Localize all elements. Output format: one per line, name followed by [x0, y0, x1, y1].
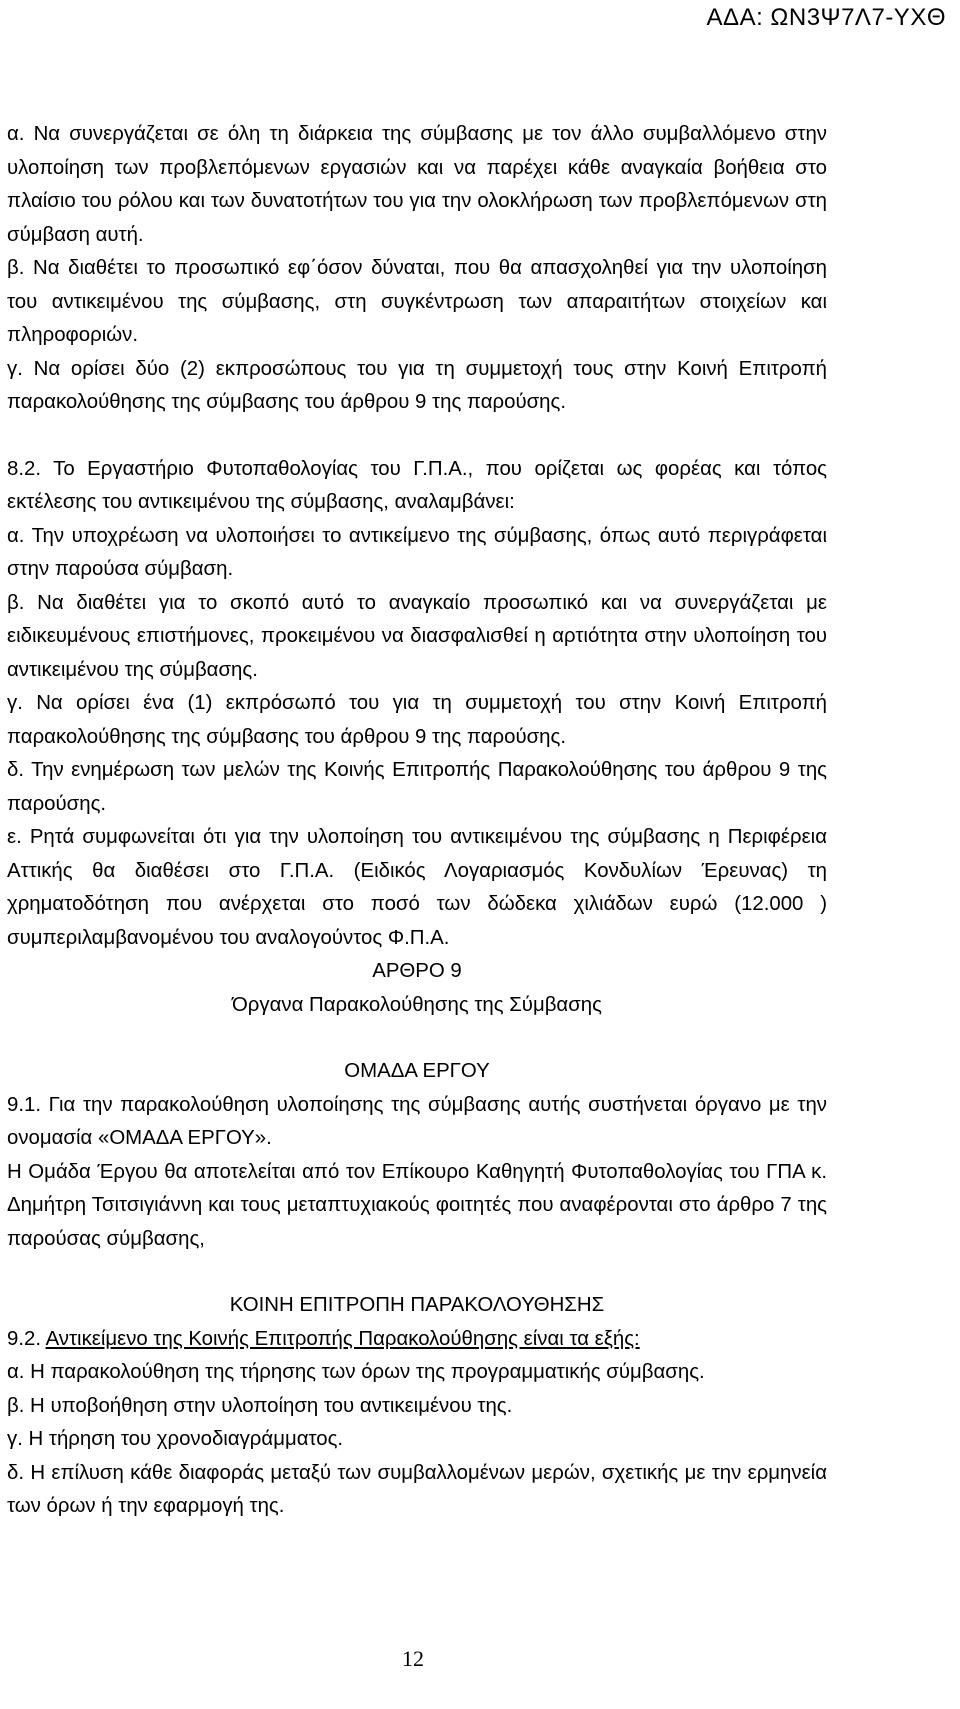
- committee-item-a: α. Η παρακολούθηση της τήρησης των όρων της προγραμματικής σύμβασης.: [7, 1361, 705, 1383]
- committee-item-b: β. Η υποβοήθηση στην υλοποίηση του αντικειμένου της.: [7, 1394, 513, 1417]
- committee-heading: ΚΟΙΝΗ ΕΠΙΤΡΟΠΗ ΠΑΡΑΚΟΛΟΥΘΗΣΗΣ: [229, 1294, 605, 1316]
- ada-code: ΑΔΑ: ΩΝ3Ψ7Λ7-ΥΧΘ: [706, 4, 946, 31]
- article-heading: ΑΡΘΡΟ 9: [372, 960, 462, 982]
- spacer: [7, 1256, 827, 1289]
- document-body: [7, 118, 827, 1524]
- paragraph-9-1: 9.1. Για την παρακολούθηση υλοποίησης της σύμβασης αυτής συστήνεται όργανο με την ονομασία «ΟΜΑΔΑ ΕΡΓΟΥ».: [7, 1093, 827, 1149]
- paragraph-8-2-d: δ. Την ενημέρωση των μελών της Κοινής Επιτροπής Παρακολούθησης του άρθρου 9 της παρούσης.: [7, 759, 827, 815]
- paragraph-8-2-b: β. Να διαθέτει για το σκοπό αυτό το αναγκαίο προσωπικό και να συνεργάζεται με ειδικευμένους επιστήμονες, προκειμένου να διασφαλισθεί η αρτιότητα στην υλοποίηση του αντικειμένου της σύμβασης.: [7, 591, 827, 681]
- page-number: 12: [402, 1646, 424, 1671]
- committee-item-d: δ. Η επίλυση κάθε διαφοράς μεταξύ των συμβαλλομένων μερών, σχετικής με την ερμηνεία των όρων ή την εφαρμογή της.: [7, 1461, 827, 1517]
- paragraph-8-2-c: γ. Να ορίσει ένα (1) εκπρόσωπό του για τη συμμετοχή του στην Κοινή Επιτροπή παρακολούθησης της σύμβασης του άρθρου 9 της παρούσης.: [7, 692, 827, 748]
- paragraph-9-2: [7, 1323, 827, 1357]
- paragraph-8-2-e: ε. Ρητά συμφωνείται ότι για την υλοποίηση του αντικειμένου της σύμβασης η Περιφέρεια Αττικής θα διαθέσει στο Γ.Π.Α. (Ειδικός Λογαριασμός Κονδυλίων Έρευνας) τη χρηματοδότηση που ανέρχεται στο ποσό των δώδεκα χιλιάδων ευρώ (12.000 ) συμπεριλαμβανομένου του αναλογούντος Φ.Π.Α.: [7, 826, 827, 949]
- project-team-heading: ΟΜΑΔΑ ΕΡΓΟΥ: [344, 1060, 490, 1082]
- paragraph-8-1-a: α. Να συνεργάζεται σε όλη τη διάρκεια της σύμβασης με τον άλλο συμβαλλόμενο στην υλοποίηση των προβλεπόμενων εργασιών και να παρέχει κάθε αναγκαία βοήθεια στο πλαίσιο του ρόλου και των δυνατοτήτων του για την ολοκλήρωση των προβλεπόμενων στη σύμβαση αυτή.: [7, 123, 827, 246]
- paragraph-team-composition: Η Ομάδα Έργου θα αποτελείται από τον Επίκουρο Καθηγητή Φυτοπαθολογίας του ΓΠΑ κ. Δημήτρη Τσιτσιγιάννη και τους μεταπτυχιακούς φοιτητές που αναφέρονται στο άρθρο 7 της παρούσας σύμβασης,: [7, 1160, 827, 1250]
- spacer: [7, 420, 827, 453]
- paragraph-8-1-b: β. Να διαθέτει το προσωπικό εφ΄όσον δύναται, που θα απασχοληθεί για την υλοποίηση του αντικειμένου της σύμβασης, στη συγκέντρωση των απαραιτήτων στοιχείων και πληροφοριών.: [7, 257, 827, 346]
- paragraph-8-2: 8.2. Το Εργαστήριο Φυτοπαθολογίας του Γ.Π.Α., που ορίζεται ως φορέας και τόπος εκτέλεσης του αντικειμένου της σύμβασης, αναλαμβάνει:: [7, 457, 827, 513]
- article-subheading: Όργανα Παρακολούθησης της Σύμβασης: [232, 993, 602, 1016]
- paragraph-9-2-number: 9.2.: [7, 1327, 46, 1350]
- paragraph-8-1-c: γ. Να ορίσει δύο (2) εκπροσώπους του για τη συμμετοχή τους στην Κοινή Επιτροπή παρακολούθησης της σύμβασης του άρθρου 9 της παρούσης.: [7, 357, 827, 413]
- committee-item-c: γ. Η τήρηση του χρονοδιαγράμματος.: [7, 1428, 344, 1450]
- spacer: [7, 1022, 827, 1055]
- paragraph-9-2-title: Αντικείμενο της Κοινής Επιτροπής Παρακολούθησης είναι τα εξής:: [45, 1327, 640, 1350]
- paragraph-8-2-a: α. Την υποχρέωση να υλοποιήσει το αντικείμενο της σύμβασης, όπως αυτό περιγράφεται στην παρούσα σύμβαση.: [7, 524, 827, 580]
